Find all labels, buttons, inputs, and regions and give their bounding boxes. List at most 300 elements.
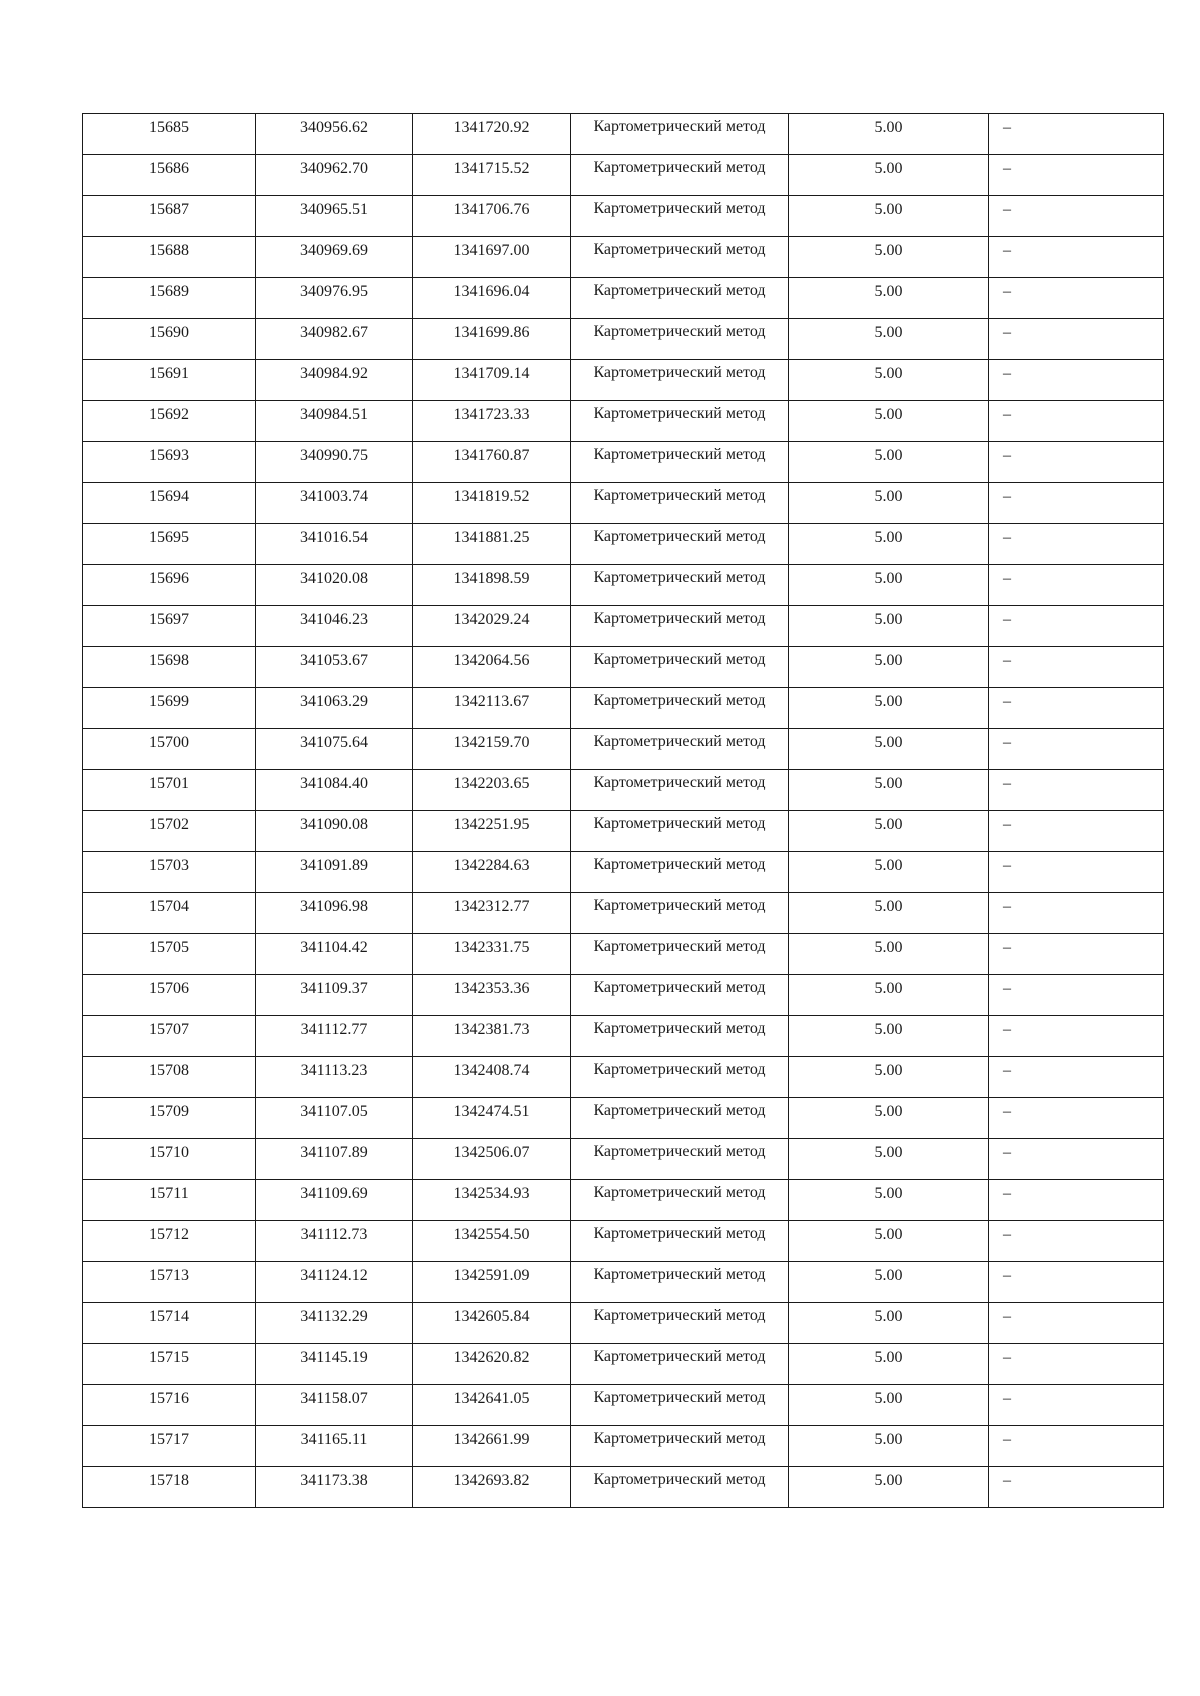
- method-cell-text: Картометрический метод: [593, 1061, 766, 1078]
- note-cell-text: –: [1003, 611, 1011, 628]
- method-cell: [571, 1467, 789, 1508]
- x-coordinate-cell-text: 341091.89: [300, 857, 368, 874]
- method-cell-text: Картометрический метод: [593, 1184, 766, 1201]
- x-coordinate-cell: [256, 1221, 413, 1262]
- x-coordinate-cell-text: 341112.77: [300, 1021, 368, 1038]
- point-number-cell-text: 15694: [149, 488, 189, 505]
- table-row: [83, 278, 1164, 319]
- accuracy-cell-text: 5.00: [874, 570, 903, 587]
- method-cell-text: Картометрический метод: [593, 241, 766, 258]
- accuracy-cell-text: 5.00: [874, 611, 903, 628]
- accuracy-cell: [789, 1303, 989, 1344]
- table-body: [83, 114, 1164, 1508]
- method-cell-text: Картометрический метод: [593, 200, 766, 217]
- accuracy-cell-text: 5.00: [874, 775, 903, 792]
- x-coordinate-cell: [256, 565, 413, 606]
- point-number-cell: [83, 1221, 256, 1262]
- method-cell: [571, 524, 789, 565]
- point-number-cell-text: 15691: [149, 365, 189, 382]
- method-cell: [571, 1426, 789, 1467]
- note-cell: [989, 237, 1164, 278]
- point-number-cell: [83, 524, 256, 565]
- x-coordinate-cell: [256, 1057, 413, 1098]
- x-coordinate-cell-text: 340956.62: [300, 119, 368, 136]
- note-cell: [989, 1016, 1164, 1057]
- accuracy-cell: [789, 1016, 989, 1057]
- table-row: [83, 729, 1164, 770]
- y-coordinate-cell-text: 1342620.82: [453, 1349, 530, 1366]
- y-coordinate-cell: [413, 278, 571, 319]
- x-coordinate-cell-text: 340990.75: [300, 447, 368, 464]
- point-number-cell: [83, 606, 256, 647]
- method-cell: [571, 1221, 789, 1262]
- method-cell: [571, 114, 789, 155]
- point-number-cell-text: 15685: [149, 119, 189, 136]
- accuracy-cell-text: 5.00: [874, 201, 903, 218]
- note-cell: [989, 483, 1164, 524]
- method-cell-text: Картометрический метод: [593, 610, 766, 627]
- y-coordinate-cell-text: 1342534.93: [453, 1185, 530, 1202]
- x-coordinate-cell: [256, 606, 413, 647]
- accuracy-cell-text: 5.00: [874, 693, 903, 710]
- note-cell-text: –: [1003, 857, 1011, 874]
- point-number-cell: [83, 1426, 256, 1467]
- x-coordinate-cell: [256, 360, 413, 401]
- point-number-cell: [83, 114, 256, 155]
- method-cell: [571, 893, 789, 934]
- y-coordinate-cell: [413, 237, 571, 278]
- y-coordinate-cell: [413, 401, 571, 442]
- x-coordinate-cell-text: 341016.54: [300, 529, 368, 546]
- y-coordinate-cell-text: 1341819.52: [453, 488, 530, 505]
- note-cell-text: –: [1003, 1144, 1011, 1161]
- accuracy-cell: [789, 688, 989, 729]
- point-number-cell: [83, 1303, 256, 1344]
- x-coordinate-cell-text: 341053.67: [300, 652, 368, 669]
- x-coordinate-cell-text: 340965.51: [300, 201, 368, 218]
- method-cell: [571, 196, 789, 237]
- y-coordinate-cell-text: 1342353.36: [453, 980, 530, 997]
- method-cell-text: Картометрический метод: [593, 1471, 766, 1488]
- accuracy-cell: [789, 975, 989, 1016]
- accuracy-cell: [789, 319, 989, 360]
- point-number-cell: [83, 852, 256, 893]
- method-cell-text: Картометрический метод: [593, 692, 766, 709]
- note-cell-text: –: [1003, 898, 1011, 915]
- note-cell: [989, 688, 1164, 729]
- y-coordinate-cell: [413, 975, 571, 1016]
- x-coordinate-cell-text: 341145.19: [300, 1349, 368, 1366]
- note-cell: [989, 811, 1164, 852]
- y-coordinate-cell: [413, 565, 571, 606]
- point-number-cell-text: 15712: [149, 1226, 189, 1243]
- y-coordinate-cell: [413, 811, 571, 852]
- point-number-cell-text: 15687: [149, 201, 189, 218]
- y-coordinate-cell-text: 1342251.95: [453, 816, 530, 833]
- x-coordinate-cell: [256, 1303, 413, 1344]
- point-number-cell-text: 15693: [149, 447, 189, 464]
- point-number-cell-text: 15695: [149, 529, 189, 546]
- y-coordinate-cell-text: 1342605.84: [453, 1308, 530, 1325]
- method-cell-text: Картометрический метод: [593, 897, 766, 914]
- note-cell: [989, 1180, 1164, 1221]
- note-cell-text: –: [1003, 1349, 1011, 1366]
- accuracy-cell-text: 5.00: [874, 898, 903, 915]
- point-number-cell: [83, 401, 256, 442]
- x-coordinate-cell: [256, 237, 413, 278]
- point-number-cell-text: 15698: [149, 652, 189, 669]
- accuracy-cell: [789, 155, 989, 196]
- x-coordinate-cell-text: 341109.37: [300, 980, 368, 997]
- point-number-cell: [83, 1344, 256, 1385]
- x-coordinate-cell-text: 341090.08: [300, 816, 368, 833]
- accuracy-cell-text: 5.00: [874, 980, 903, 997]
- method-cell-text: Картометрический метод: [593, 569, 766, 586]
- x-coordinate-cell: [256, 401, 413, 442]
- point-number-cell: [83, 975, 256, 1016]
- y-coordinate-cell: [413, 606, 571, 647]
- method-cell-text: Картометрический метод: [593, 487, 766, 504]
- accuracy-cell: [789, 1385, 989, 1426]
- note-cell: [989, 729, 1164, 770]
- y-coordinate-cell-text: 1342203.65: [453, 775, 530, 792]
- method-cell-text: Картометрический метод: [593, 118, 766, 135]
- x-coordinate-cell: [256, 483, 413, 524]
- accuracy-cell-text: 5.00: [874, 734, 903, 751]
- note-cell-text: –: [1003, 693, 1011, 710]
- point-number-cell: [83, 729, 256, 770]
- note-cell-text: –: [1003, 324, 1011, 341]
- note-cell: [989, 893, 1164, 934]
- point-number-cell: [83, 319, 256, 360]
- note-cell: [989, 1303, 1164, 1344]
- note-cell-text: –: [1003, 406, 1011, 423]
- point-number-cell-text: 15717: [149, 1431, 189, 1448]
- x-coordinate-cell-text: 341003.74: [300, 488, 368, 505]
- x-coordinate-cell-text: 341075.64: [300, 734, 368, 751]
- note-cell-text: –: [1003, 283, 1011, 300]
- x-coordinate-cell: [256, 1016, 413, 1057]
- method-cell: [571, 237, 789, 278]
- note-cell: [989, 1344, 1164, 1385]
- y-coordinate-cell-text: 1341723.33: [453, 406, 530, 423]
- method-cell: [571, 1016, 789, 1057]
- y-coordinate-cell: [413, 196, 571, 237]
- note-cell: [989, 1426, 1164, 1467]
- note-cell: [989, 319, 1164, 360]
- accuracy-cell: [789, 729, 989, 770]
- accuracy-cell-text: 5.00: [874, 1390, 903, 1407]
- method-cell: [571, 770, 789, 811]
- note-cell-text: –: [1003, 160, 1011, 177]
- y-coordinate-cell-text: 1342064.56: [453, 652, 530, 669]
- table-row: [83, 1303, 1164, 1344]
- method-cell-text: Картометрический метод: [593, 1143, 766, 1160]
- method-cell-text: Картометрический метод: [593, 1102, 766, 1119]
- x-coordinate-cell-text: 341107.89: [300, 1144, 368, 1161]
- table-row: [83, 1426, 1164, 1467]
- method-cell: [571, 606, 789, 647]
- point-number-cell-text: 15718: [149, 1472, 189, 1489]
- accuracy-cell-text: 5.00: [874, 160, 903, 177]
- note-cell: [989, 1467, 1164, 1508]
- note-cell: [989, 114, 1164, 155]
- x-coordinate-cell-text: 341104.42: [300, 939, 368, 956]
- y-coordinate-cell-text: 1341881.25: [453, 529, 530, 546]
- x-coordinate-cell-text: 341124.12: [300, 1267, 368, 1284]
- table-row: [83, 770, 1164, 811]
- accuracy-cell: [789, 401, 989, 442]
- y-coordinate-cell: [413, 442, 571, 483]
- point-number-cell: [83, 934, 256, 975]
- y-coordinate-cell: [413, 1303, 571, 1344]
- table-row: [83, 852, 1164, 893]
- y-coordinate-cell: [413, 360, 571, 401]
- x-coordinate-cell: [256, 1426, 413, 1467]
- point-number-cell-text: 15707: [149, 1021, 189, 1038]
- x-coordinate-cell: [256, 934, 413, 975]
- method-cell-text: Картометрический метод: [593, 528, 766, 545]
- x-coordinate-cell-text: 340962.70: [300, 160, 368, 177]
- y-coordinate-cell-text: 1342554.50: [453, 1226, 530, 1243]
- table-row: [83, 1385, 1164, 1426]
- note-cell-text: –: [1003, 119, 1011, 136]
- method-cell: [571, 1385, 789, 1426]
- y-coordinate-cell-text: 1342641.05: [453, 1390, 530, 1407]
- y-coordinate-cell-text: 1341706.76: [453, 201, 530, 218]
- x-coordinate-cell: [256, 688, 413, 729]
- x-coordinate-cell: [256, 811, 413, 852]
- point-number-cell-text: 15702: [149, 816, 189, 833]
- x-coordinate-cell-text: 340984.51: [300, 406, 368, 423]
- method-cell: [571, 934, 789, 975]
- accuracy-cell: [789, 442, 989, 483]
- table-row: [83, 893, 1164, 934]
- y-coordinate-cell-text: 1342693.82: [453, 1472, 530, 1489]
- y-coordinate-cell-text: 1342284.63: [453, 857, 530, 874]
- table-row: [83, 1344, 1164, 1385]
- accuracy-cell-text: 5.00: [874, 1144, 903, 1161]
- x-coordinate-cell-text: 340976.95: [300, 283, 368, 300]
- point-number-cell: [83, 893, 256, 934]
- table-row: [83, 401, 1164, 442]
- accuracy-cell: [789, 770, 989, 811]
- point-number-cell: [83, 1057, 256, 1098]
- method-cell-text: Картометрический метод: [593, 1430, 766, 1447]
- method-cell-text: Картометрический метод: [593, 1266, 766, 1283]
- point-number-cell-text: 15709: [149, 1103, 189, 1120]
- table-row: [83, 1262, 1164, 1303]
- note-cell: [989, 606, 1164, 647]
- point-number-cell: [83, 647, 256, 688]
- table-row: [83, 688, 1164, 729]
- point-number-cell-text: 15700: [149, 734, 189, 751]
- method-cell: [571, 483, 789, 524]
- y-coordinate-cell: [413, 1180, 571, 1221]
- method-cell-text: Картометрический метод: [593, 1348, 766, 1365]
- table-row: [83, 647, 1164, 688]
- method-cell-text: Картометрический метод: [593, 405, 766, 422]
- x-coordinate-cell: [256, 1385, 413, 1426]
- point-number-cell: [83, 360, 256, 401]
- note-cell: [989, 565, 1164, 606]
- y-coordinate-cell: [413, 1098, 571, 1139]
- y-coordinate-cell-text: 1342408.74: [453, 1062, 530, 1079]
- x-coordinate-cell-text: 340982.67: [300, 324, 368, 341]
- note-cell-text: –: [1003, 447, 1011, 464]
- method-cell: [571, 975, 789, 1016]
- coordinates-table: [82, 113, 1164, 1508]
- method-cell: [571, 1262, 789, 1303]
- note-cell-text: –: [1003, 734, 1011, 751]
- x-coordinate-cell-text: 340984.92: [300, 365, 368, 382]
- accuracy-cell: [789, 606, 989, 647]
- note-cell: [989, 770, 1164, 811]
- method-cell: [571, 1180, 789, 1221]
- method-cell-text: Картометрический метод: [593, 856, 766, 873]
- x-coordinate-cell: [256, 442, 413, 483]
- y-coordinate-cell: [413, 1426, 571, 1467]
- table-row: [83, 319, 1164, 360]
- table-row: [83, 483, 1164, 524]
- note-cell-text: –: [1003, 939, 1011, 956]
- method-cell-text: Картометрический метод: [593, 282, 766, 299]
- x-coordinate-cell: [256, 319, 413, 360]
- note-cell-text: –: [1003, 488, 1011, 505]
- accuracy-cell: [789, 360, 989, 401]
- y-coordinate-cell: [413, 1016, 571, 1057]
- method-cell-text: Картометрический метод: [593, 651, 766, 668]
- accuracy-cell: [789, 934, 989, 975]
- method-cell-text: Картометрический метод: [593, 159, 766, 176]
- table-row: [83, 1139, 1164, 1180]
- accuracy-cell: [789, 1426, 989, 1467]
- note-cell-text: –: [1003, 1472, 1011, 1489]
- note-cell: [989, 1057, 1164, 1098]
- x-coordinate-cell-text: 341084.40: [300, 775, 368, 792]
- note-cell-text: –: [1003, 1226, 1011, 1243]
- accuracy-cell: [789, 114, 989, 155]
- x-coordinate-cell: [256, 524, 413, 565]
- y-coordinate-cell-text: 1341760.87: [453, 447, 530, 464]
- y-coordinate-cell-text: 1341715.52: [453, 160, 530, 177]
- accuracy-cell-text: 5.00: [874, 1472, 903, 1489]
- accuracy-cell-text: 5.00: [874, 1267, 903, 1284]
- y-coordinate-cell: [413, 852, 571, 893]
- y-coordinate-cell: [413, 1139, 571, 1180]
- point-number-cell-text: 15686: [149, 160, 189, 177]
- y-coordinate-cell-text: 1342331.75: [453, 939, 530, 956]
- method-cell: [571, 852, 789, 893]
- y-coordinate-cell-text: 1342661.99: [453, 1431, 530, 1448]
- note-cell: [989, 1262, 1164, 1303]
- accuracy-cell-text: 5.00: [874, 939, 903, 956]
- accuracy-cell-text: 5.00: [874, 324, 903, 341]
- point-number-cell: [83, 1098, 256, 1139]
- accuracy-cell: [789, 524, 989, 565]
- note-cell-text: –: [1003, 980, 1011, 997]
- x-coordinate-cell: [256, 1139, 413, 1180]
- table-row: [83, 1180, 1164, 1221]
- x-coordinate-cell: [256, 114, 413, 155]
- table-row: [83, 1057, 1164, 1098]
- point-number-cell: [83, 565, 256, 606]
- note-cell: [989, 1221, 1164, 1262]
- point-number-cell-text: 15713: [149, 1267, 189, 1284]
- accuracy-cell: [789, 811, 989, 852]
- table-row: [83, 155, 1164, 196]
- y-coordinate-cell-text: 1342113.67: [453, 693, 530, 710]
- point-number-cell-text: 15696: [149, 570, 189, 587]
- method-cell-text: Картометрический метод: [593, 979, 766, 996]
- y-coordinate-cell: [413, 1057, 571, 1098]
- point-number-cell: [83, 770, 256, 811]
- method-cell: [571, 647, 789, 688]
- x-coordinate-cell-text: 341113.23: [300, 1062, 368, 1079]
- y-coordinate-cell-text: 1342029.24: [453, 611, 530, 628]
- method-cell: [571, 1057, 789, 1098]
- x-coordinate-cell: [256, 1098, 413, 1139]
- point-number-cell-text: 15710: [149, 1144, 189, 1161]
- method-cell: [571, 278, 789, 319]
- point-number-cell: [83, 155, 256, 196]
- method-cell-text: Картометрический метод: [593, 323, 766, 340]
- accuracy-cell: [789, 1344, 989, 1385]
- x-coordinate-cell-text: 341165.11: [300, 1431, 368, 1448]
- x-coordinate-cell-text: 341096.98: [300, 898, 368, 915]
- accuracy-cell-text: 5.00: [874, 406, 903, 423]
- accuracy-cell: [789, 1180, 989, 1221]
- point-number-cell-text: 15715: [149, 1349, 189, 1366]
- method-cell: [571, 442, 789, 483]
- x-coordinate-cell: [256, 1180, 413, 1221]
- accuracy-cell-text: 5.00: [874, 816, 903, 833]
- accuracy-cell-text: 5.00: [874, 1185, 903, 1202]
- y-coordinate-cell-text: 1341696.04: [453, 283, 530, 300]
- y-coordinate-cell-text: 1342381.73: [453, 1021, 530, 1038]
- table-row: [83, 975, 1164, 1016]
- y-coordinate-cell: [413, 1467, 571, 1508]
- accuracy-cell: [789, 1221, 989, 1262]
- y-coordinate-cell: [413, 483, 571, 524]
- point-number-cell-text: 15703: [149, 857, 189, 874]
- y-coordinate-cell-text: 1341898.59: [453, 570, 530, 587]
- x-coordinate-cell-text: 341109.69: [300, 1185, 368, 1202]
- accuracy-cell: [789, 1139, 989, 1180]
- y-coordinate-cell: [413, 893, 571, 934]
- table-row: [83, 524, 1164, 565]
- note-cell-text: –: [1003, 652, 1011, 669]
- table-row: [83, 1467, 1164, 1508]
- method-cell: [571, 565, 789, 606]
- note-cell: [989, 852, 1164, 893]
- x-coordinate-cell: [256, 729, 413, 770]
- x-coordinate-cell: [256, 1467, 413, 1508]
- point-number-cell-text: 15688: [149, 242, 189, 259]
- y-coordinate-cell: [413, 1385, 571, 1426]
- accuracy-cell-text: 5.00: [874, 1308, 903, 1325]
- note-cell: [989, 1385, 1164, 1426]
- x-coordinate-cell: [256, 1344, 413, 1385]
- note-cell: [989, 524, 1164, 565]
- y-coordinate-cell: [413, 647, 571, 688]
- y-coordinate-cell: [413, 155, 571, 196]
- x-coordinate-cell-text: 341107.05: [300, 1103, 368, 1120]
- x-coordinate-cell: [256, 1262, 413, 1303]
- accuracy-cell: [789, 1467, 989, 1508]
- method-cell-text: Картометрический метод: [593, 1307, 766, 1324]
- point-number-cell-text: 15706: [149, 980, 189, 997]
